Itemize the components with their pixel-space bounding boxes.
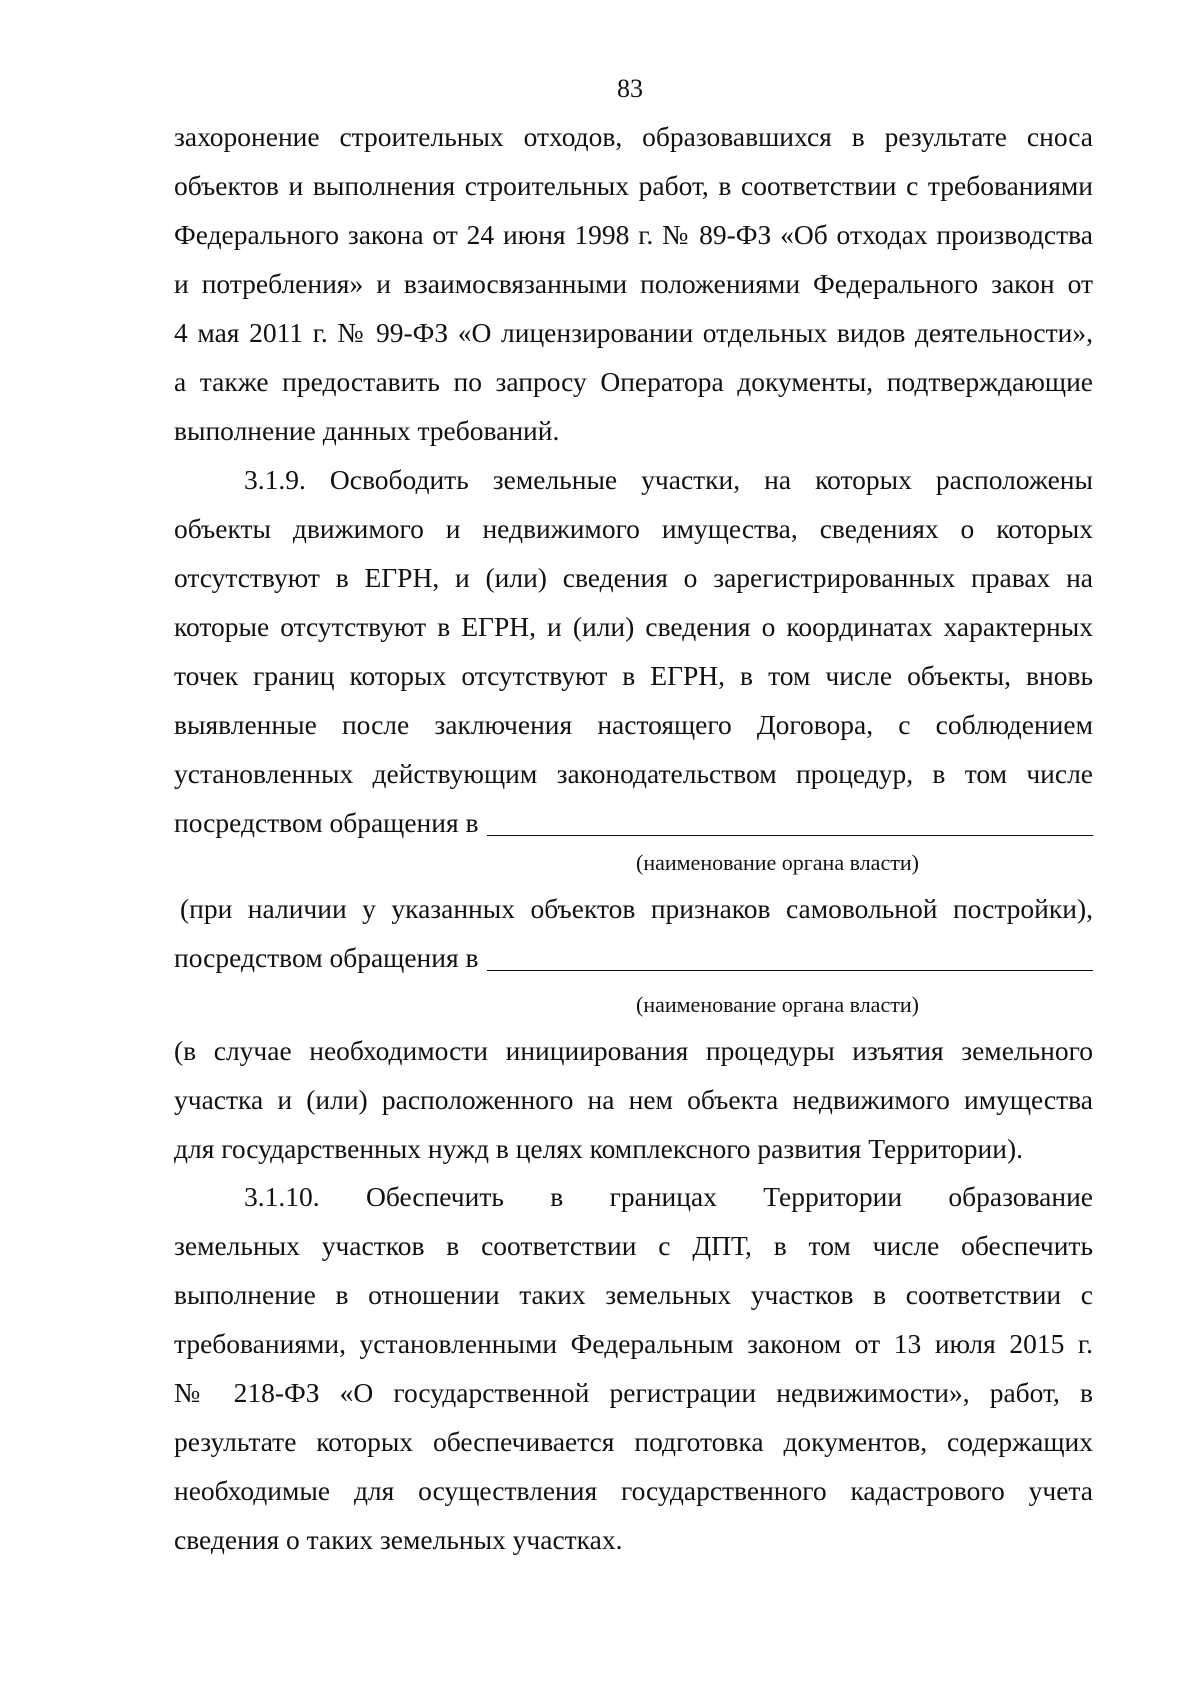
clause-3-1-9-continued <box>174 884 1093 982</box>
text-line: (в случае необходимости инициирования процедуры изъятия земельного <box>174 1035 1093 1066</box>
text-line: земельных участков в соответствии с ДПТ, в том числе обеспечить <box>174 1230 1093 1261</box>
text-line: (при наличии у указанных объектов признаков самовольной постройки), <box>180 893 1093 924</box>
text-line: требованиями, установленными Федеральным законом от 13 июля 2015 г. <box>174 1328 1093 1359</box>
text-line: выявленные после заключения настоящего Договора, с соблюдением <box>174 709 1093 740</box>
text-line: а также предоставить по запросу Оператора документы, подтверждающие <box>174 366 1093 397</box>
appeal-lead-text: посредством обращения в <box>174 942 479 973</box>
text-line: необходимые для осуществления государственного кадастрового учета <box>174 1475 1093 1506</box>
text-line: захоронение строительных отходов, образовавшихся в результате сноса <box>174 121 1093 152</box>
fill-in-blank <box>487 970 1094 971</box>
text-line: отсутствуют в ЕГРН, и (или) сведения о зарегистрированных правах на <box>174 562 1093 593</box>
page-number: 83 <box>617 74 643 103</box>
fill-in-blank <box>487 835 1094 836</box>
appeal-line-1 <box>174 798 1093 847</box>
paragraph-continuation <box>174 112 1093 455</box>
text-line: 4 мая 2011 г. № 99-ФЗ «О лицензировании отдельных видов деятельности», <box>174 317 1093 348</box>
clause-3-1-10 <box>174 1172 1093 1564</box>
text-line: выполнение в отношении таких земельных участков в соответствии с <box>174 1279 1093 1310</box>
text-line: точек границ которых отсутствуют в ЕГРН, в том числе объекты, вновь <box>174 660 1093 691</box>
text-line: № 218-ФЗ «О государственной регистрации недвижимости», работ, в <box>174 1377 1093 1408</box>
text-line: объектов и выполнения строительных работ, в соответствии с требованиями <box>174 170 1093 201</box>
text-line: участка и (или) расположенного на нем объекта недвижимого имущества <box>174 1084 1093 1115</box>
clause-heading-line: 3.1.10. Обеспечить в границах Территории образование <box>244 1181 1093 1212</box>
text-line: и потребления» и взаимосвязанными положениями Федерального закон от <box>174 268 1093 299</box>
text-line: выполнение данных требований. <box>174 415 560 446</box>
clause-heading-line: 3.1.9. Освободить земельные участки, на которых расположены <box>244 464 1093 495</box>
text-line: объекты движимого и недвижимого имущества, сведениях о которых <box>174 513 1093 544</box>
text-line: установленных действующим законодательством процедур, в том числе <box>174 758 1093 789</box>
blank-caption: (наименование органа власти) <box>636 850 919 875</box>
clause-3-1-9 <box>174 455 1093 847</box>
text-line: которые отсутствуют в ЕГРН, и (или) сведения о координатах характерных <box>174 611 1093 642</box>
appeal-lead-text: посредством обращения в <box>174 807 479 838</box>
appeal-line-2 <box>174 933 1093 982</box>
blank-caption: (наименование органа власти) <box>636 992 919 1017</box>
text-line: сведения о таких земельных участках. <box>174 1524 623 1555</box>
text-line: для государственных нужд в целях комплексного развития Территории). <box>174 1133 1023 1164</box>
text-line: результате которых обеспечивается подготовка документов, содержащих <box>174 1426 1093 1457</box>
clause-3-1-9-condition <box>174 1026 1093 1173</box>
text-line: Федерального закона от 24 июня 1998 г. № 89-ФЗ «Об отходах производства <box>174 219 1093 250</box>
